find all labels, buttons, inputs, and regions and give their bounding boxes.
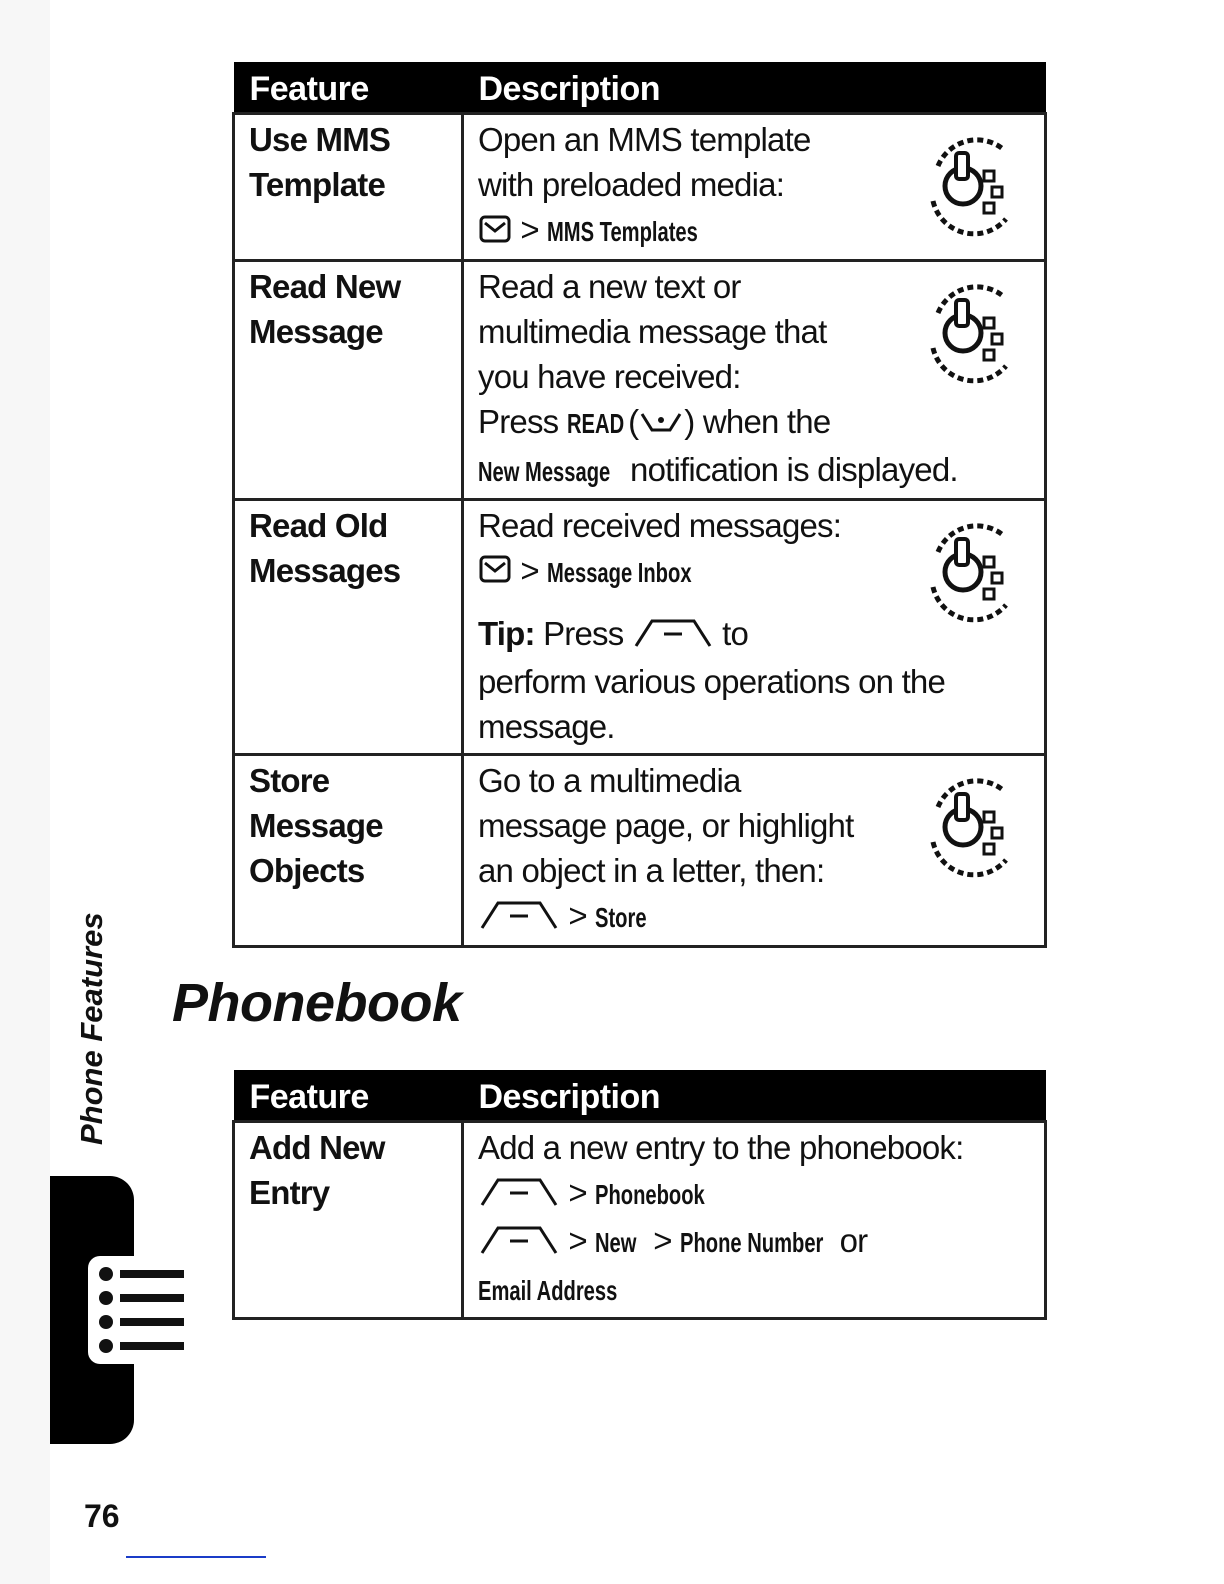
feature-name-line: Read Old [249,506,388,544]
table-row [234,114,1046,261]
description-line: Read received messages: [478,506,842,544]
press-prefix: Press [478,402,559,440]
feature-name-line: Template [249,166,386,203]
tip-prefix: Press [543,615,624,653]
tip-line: perform various operations on the [478,663,946,701]
header-feature: Feature [234,62,463,114]
press-instruction [478,399,1034,447]
table-header-row [234,62,1046,114]
table-header-row [234,1070,1046,1122]
menu-key-icon [478,896,560,941]
path-separator: > [653,1221,672,1259]
description-cell [463,755,1046,947]
header-description: Description [463,62,1046,114]
tip-label: Tip: [478,615,535,653]
feature-name-line: Entry [249,1174,330,1211]
list-icon [86,1254,186,1366]
description-line: with preloaded media: [478,166,785,203]
description-line: Add a new entry to the phonebook: [478,1129,964,1166]
path-separator: > [568,897,587,935]
path-separator: > [568,1174,587,1211]
network-feature-icon [918,278,1028,388]
description-line: Open an MMS template [478,121,811,158]
feature-cell [234,260,463,499]
envelope-icon [478,550,512,595]
tip-suffix: to [722,615,749,653]
menu-key-icon [478,1221,560,1266]
paren-close: ) [684,402,695,440]
feature-name-line: Message [249,807,383,845]
feature-name-line: Store [249,762,330,800]
tip-line: message. [478,708,615,746]
menu-path [478,1218,1030,1266]
press-suffix: when the [702,402,831,440]
menu-item-message-inbox: Message Inbox [547,556,692,588]
description-line: Go to a multimedia [478,762,741,800]
header-description: Description [463,1070,1046,1122]
notice-suffix: notification is displayed. [630,450,958,488]
feature-name-line: Message [249,312,383,350]
network-feature-icon [918,517,1028,627]
table-row [234,260,1046,499]
feature-cell [234,1122,463,1319]
feature-cell [234,499,463,755]
table-row [234,755,1046,947]
feature-name-line: Messages [249,551,401,589]
menu-path [478,548,914,596]
feature-cell [234,755,463,947]
description-line: an object in a letter, then: [478,852,825,890]
menu-path [478,893,914,941]
section-title: Phonebook [172,973,462,1033]
description-cell [463,499,1046,755]
messages-feature-table [232,62,1047,948]
description-line: message page, or highlight [478,807,854,845]
phonebook-feature-table [232,1070,1047,1320]
side-tab-label: Phone Features [74,912,109,1145]
paren-open: ( [628,402,639,440]
menu-path [478,207,914,255]
table-row [234,1122,1046,1319]
feature-name-line: Read New [249,267,401,305]
feature-cell [234,114,463,261]
page-number: 76 [84,1498,120,1534]
menu-path [478,1170,1030,1218]
path-separator: > [520,551,539,589]
network-feature-icon [918,772,1028,882]
read-key-label: READ [566,407,624,439]
path-separator: > [568,1221,587,1259]
menu-item-new: New [595,1226,637,1258]
menu-item-store: Store [595,902,647,934]
network-feature-icon [918,131,1028,241]
menu-key-icon [478,1173,560,1218]
description-cell [463,114,1046,261]
page-margin [0,0,50,1584]
envelope-icon [478,210,512,255]
description-line: multimedia message that [478,312,827,350]
tip-line [478,611,914,659]
header-feature: Feature [234,1070,463,1122]
feature-name-line: Objects [249,852,365,890]
menu-path [478,1266,1030,1313]
center-select-key-icon [638,402,684,447]
description-line: Read a new text or [478,267,741,305]
path-separator: > [520,211,539,248]
notification-line [478,447,1034,494]
menu-item-mms-templates: MMS Templates [547,216,699,247]
menu-key-icon [632,614,714,659]
table-row [234,499,1046,755]
or-text: or [839,1221,868,1259]
description-cell [463,1122,1046,1319]
menu-item-phone-number: Phone Number [680,1226,824,1258]
description-line: you have received: [478,357,741,395]
description-cell [463,260,1046,499]
feature-name-line: Use MMS [249,121,391,158]
footer-link-underline [126,1556,266,1558]
menu-item-phonebook: Phonebook [595,1179,706,1210]
new-message-label: New Message [478,455,611,487]
feature-name-line: Add New [249,1129,385,1166]
menu-item-email-address: Email Address [478,1274,618,1306]
